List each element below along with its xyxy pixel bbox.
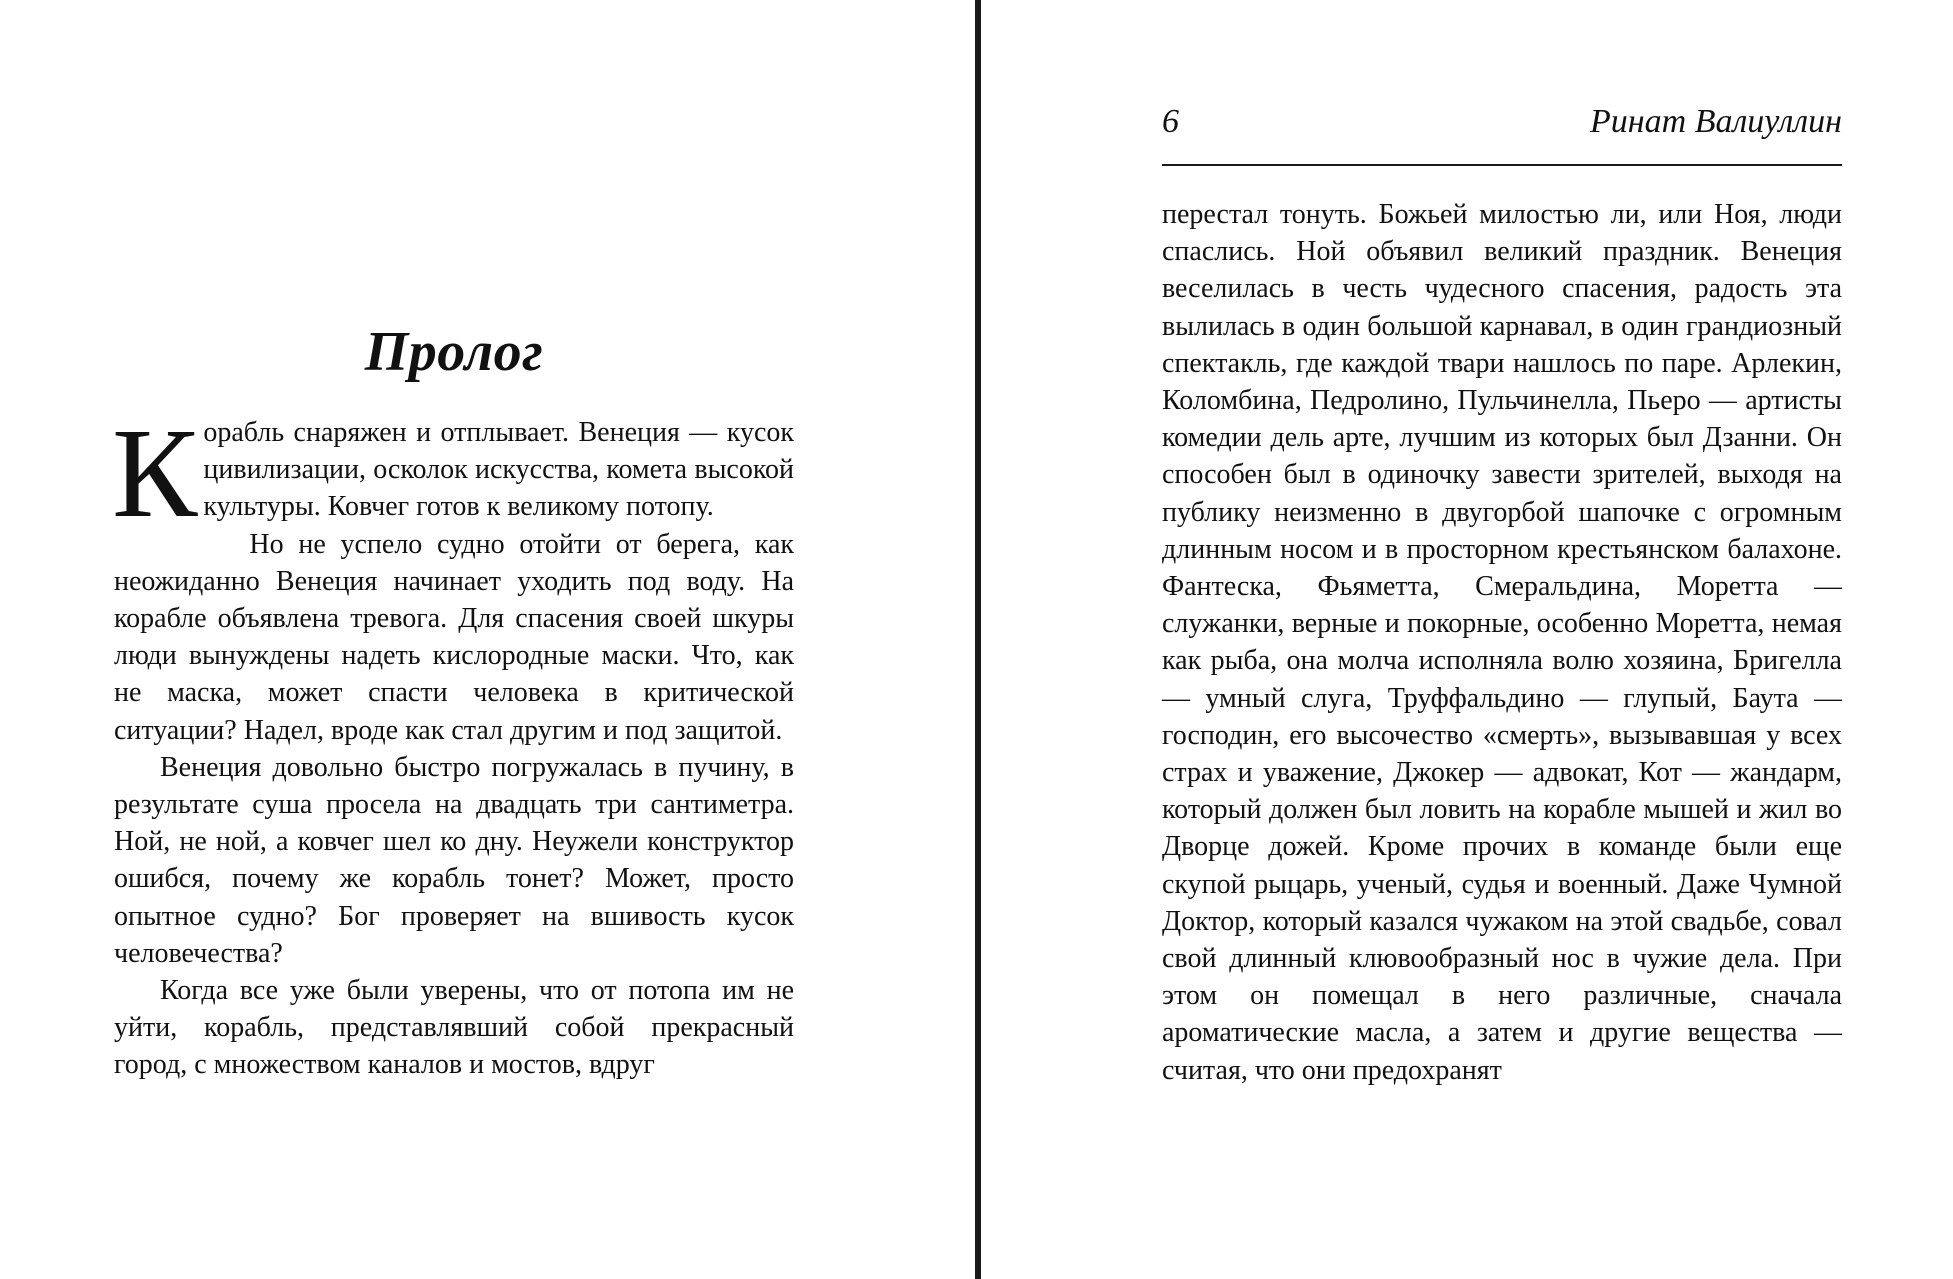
paragraph-continued: перестал тонуть. Божьей милостью ли, или Ноя, люди спаслись. Ной объявил великий праздник. Венеция веселилась в честь чудесного спасения, радость эта вылилась в один большой карнавал, в один грандиозный спектакль, где каждой твари нашлось по паре. Арлекин, Коломбина, Педролино, Пульчинелла, Пьеро — артисты комедии дель арте, лучшим из которых был Дзанни. Он способен был в одиночку завести зрителей, выходя на публику неизменно в двугорбой шапочке с огромным длинным носом и в просторном крестьянском балахоне. Фантеска, Фьяметта, Смеральдина, Моретта — служанки, верные и покорные, особенно Моретта, немая как рыба, она молча исполняла волю хозяина, Бригелла — умный слуга, Труффальдино — глупый, Баута — господин, его высочество «смерть», вызывавшая у всех страх и уважение, Джокер — адвокат, Кот — жандарм, который должен был ловить на корабле мышей и жил во Дворце дожей. Кроме прочих в команде были еще скупой рыцарь, ученый, судья и военный. Даже Чумной Доктор, который казался чужаком на этой свадьбе, совал свой длинный клювообразный нос в чужие дела. При этом он помещал в него различные, сначала ароматические масла, а затем и другие вещества — считая, что они предохранят [1162,199,1842,1086]
paragraph-1-text: орабль снаряжен и отплывает. Венеция — кусок цивилизации, осколок искусства, комета высокой культуры. Ковчег готов к великому потопу. [203,417,794,523]
page-gutter-divider [975,0,981,1279]
page-number: 6 [1162,103,1179,140]
paragraph-3: Венеция довольно быстро погружалась в пучину, в результате суша просела на двадцать три сантиметра. Ной, не ной, а ковчег шел ко дну. Неужели конструктор ошибся, почему же корабль тонет? Может, просто опытное судно? Бог проверяет на вшивость кусок человечества? [114,751,794,969]
author-name: Ринат Валиуллин [1590,103,1842,140]
right-page-body [1162,196,1842,1089]
header-rule [1162,164,1842,166]
left-page-body [112,402,794,1084]
drop-cap: К [112,402,198,544]
running-header [1162,100,1842,144]
paragraph-1 [112,402,794,544]
paragraph-4: Когда все уже были уверены, что от потопа им не уйти, корабль, представлявший собой прекрасный город, с множеством каналов и мостов, вдруг [114,975,794,1081]
chapter-title: Пролог [364,320,544,383]
paragraph-2: Но не успело судно отойти от берега, как неожиданно Венеция начинает уходить под воду. На корабле объявлена тревога. Для спасения своей шкуры люди вынуждены надеть кислородные маски. Что, как не маска, может спасти человека в критической ситуации? Надел, вроде как стал другим и под защитой. [114,528,794,746]
